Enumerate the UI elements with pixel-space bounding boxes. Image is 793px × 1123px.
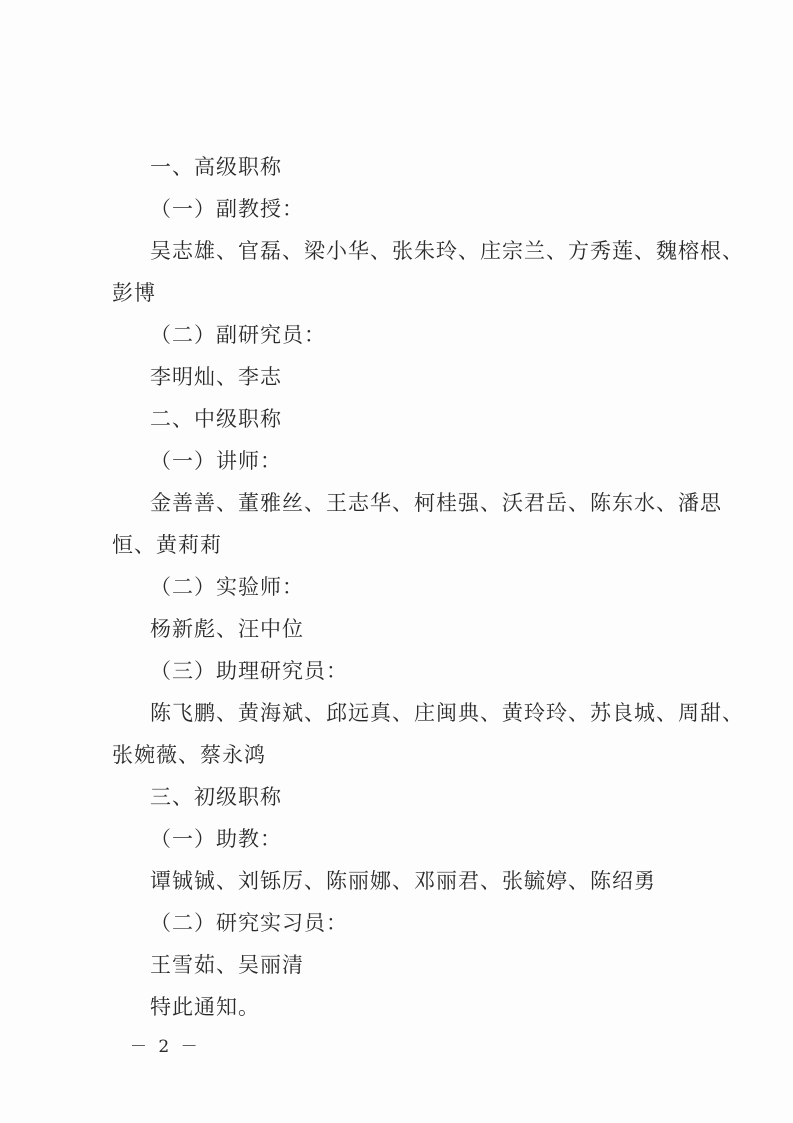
names-assistant-researcher-line-1: 陈飞鹏、黄海斌、邱远真、庄闽典、黄玲玲、苏良城、周甜、 [150,701,744,725]
heading-senior-titles: 一、高级职称 [150,155,282,179]
names-lab-engineer: 杨新彪、汪中位 [150,617,304,641]
names-assistant-researcher-line-2: 张婉薇、蔡永鸿 [112,743,266,767]
names-lecturer-line-1: 金善善、董雅丝、王志华、柯桂强、沃君岳、陈东水、潘思 [150,491,722,515]
names-associate-professor-line-1: 吴志雄、官磊、梁小华、张朱玲、庄宗兰、方秀莲、魏榕根、 [150,239,744,263]
subheading-research-intern: （二）研究实习员： [150,911,348,935]
subheading-associate-professor: （一）副教授： [150,197,304,221]
subheading-associate-researcher: （二）副研究员： [150,323,326,347]
subheading-lab-engineer: （二）实验师： [150,575,304,599]
names-research-intern: 王雪茹、吴丽清 [150,953,304,977]
names-lecturer-line-2: 恒、黄莉莉 [112,533,222,557]
subheading-lecturer: （一）讲师： [150,449,282,473]
names-teaching-assistant: 谭铖铖、刘铄厉、陈丽娜、邓丽君、张毓婷、陈绍勇 [150,869,656,893]
heading-junior-titles: 三、初级职称 [150,785,282,809]
subheading-assistant-researcher: （三）助理研究员： [150,659,348,683]
names-associate-professor-line-2: 彭博 [112,281,156,305]
closing-notice: 特此通知。 [150,995,260,1019]
subheading-teaching-assistant: （一）助教： [150,827,282,851]
names-associate-researcher: 李明灿、李志 [150,365,282,389]
page-number: － 2 － [130,1037,201,1057]
heading-intermediate-titles: 二、中级职称 [150,407,282,431]
